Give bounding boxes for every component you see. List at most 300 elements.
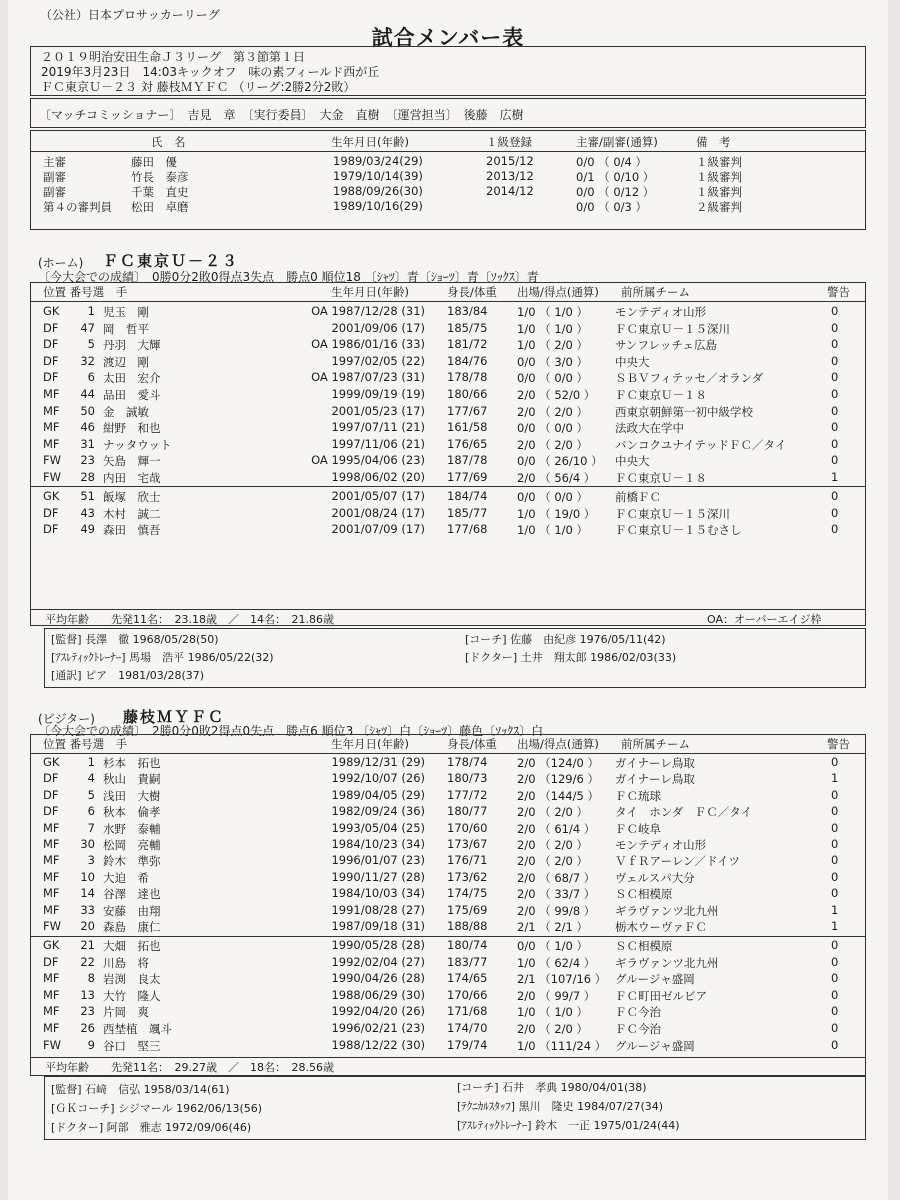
player-warnings: 0 xyxy=(831,787,839,802)
home-team-name: ＦＣ東京Ｕ－２３ xyxy=(103,252,240,270)
player-position: DF xyxy=(43,337,59,352)
player-position: FW xyxy=(43,1037,61,1052)
page-title: 試合メンバー表 xyxy=(371,26,525,50)
player-position: GK xyxy=(43,489,60,503)
player-height-weight: 173/62 xyxy=(447,869,488,884)
player-name: 水野 泰輔 xyxy=(103,821,161,836)
player-previous-club: ＦＣ東京Ｕ－１５深川 xyxy=(615,506,730,521)
player-birth: 1997/07/11 (21) xyxy=(331,420,425,435)
player-row xyxy=(31,821,865,838)
player-previous-club: ガイナーレ鳥取 xyxy=(615,756,695,770)
player-position: MF xyxy=(43,869,60,884)
player-row xyxy=(31,304,865,321)
player-number: 9 xyxy=(87,1037,95,1052)
header-previous-club: 前所属チーム xyxy=(621,737,690,751)
home-roster-box xyxy=(30,282,866,626)
player-row xyxy=(31,506,865,523)
player-warnings: 0 xyxy=(831,353,839,368)
referee-registration: 2013/12 xyxy=(486,169,534,183)
header-birth: 生年月日(年齢) xyxy=(331,737,409,751)
player-birth: 2001/08/24 (17) xyxy=(331,505,425,520)
player-row xyxy=(31,837,865,854)
player-warnings: 0 xyxy=(831,954,839,969)
match-competition: ２０１９明治安田生命Ｊ３リーグ 第３節第１日 xyxy=(41,50,306,64)
player-number: 23 xyxy=(80,453,95,468)
player-number: 33 xyxy=(80,902,95,917)
player-previous-club: ＦＣ東京Ｕ－１５深川 xyxy=(615,321,730,336)
player-appearances: 1/0 （ 19/0 ） xyxy=(517,506,596,521)
player-number: 6 xyxy=(87,370,95,385)
referee-role: 第４の審判員 xyxy=(43,200,112,214)
player-row xyxy=(31,354,865,371)
player-name: 岩渕 良太 xyxy=(103,972,161,987)
player-name: 松岡 亮輔 xyxy=(103,838,161,852)
player-warnings: 0 xyxy=(831,337,839,352)
player-previous-club: 中央大 xyxy=(615,354,650,369)
player-appearances: 2/0 （ 99/7 ） xyxy=(517,988,596,1003)
player-birth: 1998/06/02 (20) xyxy=(331,470,425,484)
player-position: MF xyxy=(43,436,60,451)
player-height-weight: 184/76 xyxy=(447,353,488,368)
player-birth: 1988/06/29 (30) xyxy=(331,987,425,1002)
player-position: DF xyxy=(43,954,59,969)
player-height-weight: 178/74 xyxy=(447,755,488,769)
player-row xyxy=(31,470,865,487)
player-appearances: 2/1 （107/16 ） xyxy=(517,972,607,987)
player-position: MF xyxy=(43,902,60,917)
referee-registration: 2015/12 xyxy=(486,154,534,168)
officials-line: 〔マッチコミッショナー〕 吉見 章 〔実行委員〕 大金 直樹 〔運営担当〕 後藤 広樹 xyxy=(39,108,524,122)
player-position: MF xyxy=(43,971,60,986)
player-birth: 1997/02/05 (22) xyxy=(331,353,425,368)
player-appearances: 2/0 （ 2/0 ） xyxy=(517,838,588,852)
referee-note: ２級審判 xyxy=(696,200,742,214)
player-birth: 1992/10/07 (26) xyxy=(331,771,425,786)
home-avg-rule xyxy=(31,609,865,610)
player-name: 矢島 輝一 xyxy=(103,454,161,469)
ref-h-birth: 生年月日(年齢) xyxy=(331,135,409,149)
player-position: MF xyxy=(43,403,60,418)
player-number: 14 xyxy=(80,886,95,901)
staff-entry: [ドクター] 土井 翔太郎 1986/02/03(33) xyxy=(465,651,677,664)
player-birth: 1996/01/07 (23) xyxy=(331,853,425,868)
referee-name: 千葉 直史 xyxy=(131,185,189,199)
player-name: 大迫 希 xyxy=(103,870,149,885)
player-appearances: 1/0 （111/24 ） xyxy=(517,1038,607,1053)
player-name: 鈴木 準弥 xyxy=(103,854,161,869)
player-birth: OA 1986/01/16 (33) xyxy=(311,337,425,352)
player-row xyxy=(31,453,865,470)
player-appearances: 2/0 （144/5 ） xyxy=(517,788,599,803)
player-appearances: 2/1 （ 2/1 ） xyxy=(517,920,588,934)
player-birth: 1988/12/22 (30) xyxy=(331,1037,425,1052)
player-previous-club: サンフレッチェ広島 xyxy=(615,338,718,353)
player-height-weight: 183/77 xyxy=(447,954,488,969)
staff-entry: [ドクター] 阿部 雅志 1972/09/06(46) xyxy=(51,1121,252,1134)
player-row xyxy=(31,1004,865,1021)
player-position: FW xyxy=(43,470,61,484)
player-height-weight: 173/67 xyxy=(447,837,488,851)
player-previous-club: ＳＣ相模原 xyxy=(615,939,673,953)
player-position: MF xyxy=(43,853,60,868)
player-name: ナッタウット xyxy=(103,437,172,452)
referee-name: 松田 卓磨 xyxy=(131,200,189,214)
player-position: MF xyxy=(43,387,60,401)
player-number: 43 xyxy=(80,505,95,520)
referee-note: １級審判 xyxy=(696,170,742,184)
player-height-weight: 176/71 xyxy=(447,853,488,868)
player-number: 3 xyxy=(87,853,95,868)
player-previous-club: ＳＢＶフィテッセ／オランダ xyxy=(615,371,764,386)
player-height-weight: 179/74 xyxy=(447,1037,488,1052)
player-name: 児玉 剛 xyxy=(103,305,149,319)
player-warnings: 0 xyxy=(831,755,839,769)
player-appearances: 0/0 （ 3/0 ） xyxy=(517,354,588,369)
player-name: 岡 哲平 xyxy=(103,321,149,336)
player-appearances: 1/0 （ 62/4 ） xyxy=(517,955,596,970)
staff-entry: [ｱｽﾚﾃｨｯｸﾄﾚｰﾅｰ] 馬場 浩平 1986/05/22(32) xyxy=(51,651,274,664)
referee-row xyxy=(31,199,865,216)
player-warnings: 1 xyxy=(831,919,839,933)
player-birth: 1989/04/05 (29) xyxy=(331,787,425,802)
player-previous-club: ＦＣ今治 xyxy=(615,1005,661,1020)
player-name: 大畑 拓也 xyxy=(103,939,161,953)
ref-h-reg: １級登録 xyxy=(486,135,532,149)
player-warnings: 0 xyxy=(831,489,839,503)
player-position: GK xyxy=(43,304,60,318)
player-height-weight: 183/84 xyxy=(447,304,488,318)
player-name: 森島 康仁 xyxy=(103,920,161,934)
player-row xyxy=(31,437,865,454)
player-warnings: 0 xyxy=(831,320,839,335)
referee-role: 副審 xyxy=(43,185,66,199)
player-number: 30 xyxy=(80,837,95,851)
player-height-weight: 161/58 xyxy=(447,420,488,435)
staff-entry: [ﾃｸﾆｶﾙｽﾀｯﾌ] 黒川 隆史 1984/07/27(34) xyxy=(457,1100,664,1113)
player-height-weight: 171/68 xyxy=(447,1004,488,1019)
player-birth: 1984/10/23 (34) xyxy=(331,837,425,851)
away-record: 〔今大会での成績〕 2勝0分0敗2得点0失点 勝点6 順位3 〔ｼｬﾂ〕白〔ｼｮｰﾂ〕藤色〔ｿｯｸｽ〕白 xyxy=(38,724,544,738)
player-name: 木村 誠二 xyxy=(103,506,161,521)
player-appearances: 2/0 （ 68/7 ） xyxy=(517,870,596,885)
player-name: 杉本 拓也 xyxy=(103,756,161,770)
player-row xyxy=(31,788,865,805)
player-previous-club: ＦＣ岐阜 xyxy=(615,821,661,836)
player-row xyxy=(31,404,865,421)
home-subs-rule xyxy=(31,486,865,487)
header-warnings: 警告 xyxy=(827,737,850,751)
player-appearances: 2/0 （ 2/0 ） xyxy=(517,437,588,452)
player-previous-club: 西東京朝鮮第一初中級学校 xyxy=(615,404,753,419)
player-name: 浅田 大樹 xyxy=(103,788,161,803)
home-record: 〔今大会での成績〕 0勝0分2敗0得点3失点 勝点0 順位18 〔ｼｬﾂ〕青〔ｼｮｰﾂ〕青〔ｿｯｸｽ〕青 xyxy=(38,270,539,284)
player-appearances: 0/0 （ 0/0 ） xyxy=(517,421,588,436)
player-previous-club: ＦＣ琉球 xyxy=(615,788,661,803)
player-number: 51 xyxy=(80,489,95,503)
header-birth: 生年月日(年齢) xyxy=(331,285,409,299)
home-header-rule xyxy=(31,301,865,302)
away-team-name: 藤枝ＭＹＦＣ xyxy=(123,708,226,726)
player-position: MF xyxy=(43,1021,60,1035)
player-height-weight: 177/67 xyxy=(447,403,488,418)
home-roster-header xyxy=(31,284,865,301)
player-number: 50 xyxy=(80,403,95,418)
player-position: DF xyxy=(43,370,59,385)
header-previous-club: 前所属チーム xyxy=(621,285,690,299)
player-position: MF xyxy=(43,420,60,435)
player-previous-club: ヴェルスパ大分 xyxy=(615,870,695,885)
player-appearances: 2/0 （ 2/0 ） xyxy=(517,854,588,869)
ref-h-name: 氏 名 xyxy=(151,135,186,149)
player-name: 渡辺 剛 xyxy=(103,354,149,369)
away-header-rule xyxy=(31,753,865,754)
referee-header-rule xyxy=(31,151,865,152)
ref-h-count: 主審/副審(通算) xyxy=(576,135,658,149)
player-appearances: 1/0 （ 1/0 ） xyxy=(517,523,588,538)
player-birth: 1990/11/27 (28) xyxy=(331,869,425,884)
player-birth: 1997/11/06 (21) xyxy=(331,436,425,451)
player-warnings: 0 xyxy=(831,522,839,537)
player-birth: 1990/05/28 (28) xyxy=(331,938,425,952)
player-height-weight: 181/72 xyxy=(447,337,488,352)
player-previous-club: 栃木ウーヴァＦＣ xyxy=(615,920,707,934)
player-position: MF xyxy=(43,987,60,1002)
away-subs-rule xyxy=(31,936,865,937)
player-birth: 1990/04/26 (28) xyxy=(331,971,425,986)
player-number: 5 xyxy=(87,337,95,352)
home-label: (ホーム) xyxy=(38,256,84,270)
referee-birth: 1979/10/14(39) xyxy=(333,169,423,183)
player-appearances: 0/0 （ 26/10 ） xyxy=(517,454,603,469)
player-warnings: 0 xyxy=(831,820,839,835)
player-appearances: 1/0 （ 2/0 ） xyxy=(517,338,588,353)
player-height-weight: 185/75 xyxy=(447,320,488,335)
player-birth: 1989/12/31 (29) xyxy=(331,755,425,769)
player-name: 太田 宏介 xyxy=(103,371,161,386)
player-birth: 2001/05/07 (17) xyxy=(331,489,425,503)
player-name: 秋本 倫孝 xyxy=(103,805,161,820)
referee-count: 0/0 （ 0/3 ） xyxy=(576,200,647,214)
away-label: (ビジター) xyxy=(38,712,95,726)
player-previous-club: ＦＣ東京Ｕ－１５むさし xyxy=(615,523,742,538)
player-appearances: 1/0 （ 1/0 ） xyxy=(517,1005,588,1020)
player-warnings: 0 xyxy=(831,420,839,435)
ref-h-note: 備 考 xyxy=(696,135,731,149)
player-previous-club: グルージャ盛岡 xyxy=(615,972,695,987)
player-previous-club: ＦＣ今治 xyxy=(615,1022,661,1036)
player-birth: 2001/07/09 (17) xyxy=(331,522,425,537)
header-appearances: 出場/得点(通算) xyxy=(517,285,599,299)
player-height-weight: 170/66 xyxy=(447,987,488,1002)
player-position: FW xyxy=(43,919,61,933)
player-height-weight: 170/60 xyxy=(447,820,488,835)
player-birth: OA 1987/07/23 (31) xyxy=(311,370,425,385)
player-row xyxy=(31,870,865,887)
player-row xyxy=(31,771,865,788)
player-number: 6 xyxy=(87,804,95,819)
player-height-weight: 174/65 xyxy=(447,971,488,986)
player-row xyxy=(31,971,865,988)
staff-entry: [コーチ] 佐藤 由紀彦 1976/05/11(42) xyxy=(465,633,666,646)
away-roster-box xyxy=(30,734,866,1076)
player-name: 安藤 由翔 xyxy=(103,903,161,918)
player-number: 44 xyxy=(80,387,95,401)
player-height-weight: 180/73 xyxy=(447,771,488,786)
header-warnings: 警告 xyxy=(827,285,850,299)
player-name: 谷口 堅三 xyxy=(103,1038,161,1053)
player-birth: 1992/04/20 (26) xyxy=(331,1004,425,1019)
player-number: 8 xyxy=(87,971,95,986)
member-sheet xyxy=(8,0,888,1200)
player-name: 内田 宅哉 xyxy=(103,471,161,485)
player-previous-club: ＦＣ町田ゼルビア xyxy=(615,988,707,1003)
player-appearances: 2/0 （ 33/7 ） xyxy=(517,887,596,902)
player-position: MF xyxy=(43,837,60,851)
home-staff-box xyxy=(44,628,866,688)
referee-name: 竹長 泰彦 xyxy=(131,170,189,184)
referee-header xyxy=(31,134,865,151)
player-warnings: 0 xyxy=(831,971,839,986)
player-row xyxy=(31,387,865,404)
officials-box xyxy=(30,98,866,128)
player-position: DF xyxy=(43,320,59,335)
player-appearances: 2/0 （ 52/0 ） xyxy=(517,388,596,402)
match-teams: ＦＣ東京Ｕ－２３ 対 藤枝ＭＹＦＣ （リーグ:2勝2分2敗） xyxy=(41,80,356,94)
player-name: 大竹 隆人 xyxy=(103,988,161,1003)
match-info-box xyxy=(30,46,866,96)
player-previous-club: ギラヴァンツ北九州 xyxy=(615,955,719,970)
player-position: GK xyxy=(43,755,60,769)
player-previous-club: ＳＣ相模原 xyxy=(615,887,673,902)
player-previous-club: モンテディオ山形 xyxy=(615,838,707,852)
player-position: MF xyxy=(43,1004,60,1019)
staff-entry: [ｱｽﾚﾃｨｯｸﾄﾚｰﾅｰ] 鈴木 一正 1975/01/24(44) xyxy=(457,1119,680,1132)
player-birth: 1982/09/24 (36) xyxy=(331,804,425,819)
player-appearances: 2/0 （ 2/0 ） xyxy=(517,805,588,820)
player-number: 1 xyxy=(87,755,95,769)
player-warnings: 1 xyxy=(831,771,839,786)
referee-count: 0/0 （ 0/12 ） xyxy=(576,185,655,199)
player-row xyxy=(31,804,865,821)
player-height-weight: 177/69 xyxy=(447,470,488,484)
player-number: 5 xyxy=(87,787,95,802)
away-average-age: 平均年齢 先発11名： 29.27歳 ／ 18名： 28.56歳 xyxy=(45,1061,334,1074)
player-number: 28 xyxy=(80,470,95,484)
player-birth: 1993/05/04 (25) xyxy=(331,820,425,835)
player-previous-club: ＶｆＲアーレン／ドイツ xyxy=(615,854,741,869)
header-height-weight: 身長/体重 xyxy=(447,737,497,751)
player-previous-club: グルージャ盛岡 xyxy=(615,1038,695,1053)
staff-entry: [コーチ] 石井 孝典 1980/04/01(38) xyxy=(457,1081,647,1094)
player-appearances: 0/0 （ 0/0 ） xyxy=(517,490,588,504)
player-height-weight: 180/66 xyxy=(447,387,488,401)
player-name: 片岡 爽 xyxy=(103,1005,149,1020)
staff-entry: [監督] 石﨑 信弘 1958/03/14(61) xyxy=(51,1083,230,1096)
player-warnings: 0 xyxy=(831,1004,839,1019)
player-position: DF xyxy=(43,771,59,786)
header-height-weight: 身長/体重 xyxy=(447,285,497,299)
away-staff-box xyxy=(44,1076,866,1140)
player-height-weight: 180/77 xyxy=(447,804,488,819)
player-appearances: 2/0 （ 61/4 ） xyxy=(517,821,596,836)
player-warnings: 0 xyxy=(831,837,839,851)
player-previous-club: ＦＣ東京Ｕ－１８ xyxy=(615,471,707,485)
player-name: 川島 将 xyxy=(103,955,149,970)
player-row xyxy=(31,919,865,936)
referee-registration: 2014/12 xyxy=(486,184,534,198)
player-position: DF xyxy=(43,522,59,537)
match-datetime: 2019年3月23日 14:03キックオフ 味の素フィールド西が丘 xyxy=(41,65,380,79)
player-name: 飯塚 欣士 xyxy=(103,490,161,504)
player-height-weight: 185/77 xyxy=(447,505,488,520)
player-previous-club: タイ ホンダ ＦＣ／タイ xyxy=(615,805,753,820)
player-appearances: 2/0 （ 2/0 ） xyxy=(517,1022,588,1036)
player-row xyxy=(31,903,865,920)
referee-birth: 1989/03/24(29) xyxy=(333,154,423,168)
player-number: 26 xyxy=(80,1021,95,1035)
player-row xyxy=(31,886,865,903)
player-height-weight: 178/78 xyxy=(447,370,488,385)
referee-birth: 1988/09/26(30) xyxy=(333,184,423,198)
header-position: 位置 番号選 手 xyxy=(43,737,128,751)
player-height-weight: 175/69 xyxy=(447,902,488,917)
player-warnings: 0 xyxy=(831,804,839,819)
player-number: 23 xyxy=(80,1004,95,1019)
referee-count: 0/0 （ 0/4 ） xyxy=(576,155,647,169)
player-previous-club: 中央大 xyxy=(615,454,650,469)
player-warnings: 0 xyxy=(831,304,839,318)
player-name: 西埜植 颯斗 xyxy=(103,1022,172,1036)
player-name: 紺野 和也 xyxy=(103,421,161,436)
referee-role: 副審 xyxy=(43,170,66,184)
player-row xyxy=(31,522,865,539)
player-row xyxy=(31,1038,865,1055)
player-warnings: 0 xyxy=(831,1037,839,1052)
player-appearances: 1/0 （ 1/0 ） xyxy=(517,321,588,336)
player-number: 4 xyxy=(87,771,95,786)
player-appearances: 1/0 （ 1/0 ） xyxy=(517,305,588,319)
player-height-weight: 174/75 xyxy=(447,886,488,901)
player-warnings: 0 xyxy=(831,1021,839,1035)
referee-note: １級審判 xyxy=(696,185,742,199)
player-number: 1 xyxy=(87,304,95,318)
player-birth: 1991/08/28 (27) xyxy=(331,902,425,917)
player-name: 丹羽 大輝 xyxy=(103,338,161,353)
player-warnings: 0 xyxy=(831,370,839,385)
player-warnings: 0 xyxy=(831,453,839,468)
referee-name: 藤田 優 xyxy=(131,155,177,169)
staff-entry: [監督] 長澤 徹 1968/05/28(50) xyxy=(51,633,219,646)
player-appearances: 0/0 （ 1/0 ） xyxy=(517,939,588,953)
player-name: 金 誠敏 xyxy=(103,404,149,419)
player-number: 46 xyxy=(80,420,95,435)
player-height-weight: 177/72 xyxy=(447,787,488,802)
player-row xyxy=(31,955,865,972)
player-position: DF xyxy=(43,505,59,520)
player-position: DF xyxy=(43,804,59,819)
player-position: DF xyxy=(43,353,59,368)
referee-note: １級審判 xyxy=(696,155,742,169)
player-previous-club: バンコクユナイテッドＦＣ／タイ xyxy=(615,437,787,452)
referee-box xyxy=(30,130,866,230)
player-warnings: 0 xyxy=(831,853,839,868)
player-warnings: 1 xyxy=(831,470,839,484)
player-number: 13 xyxy=(80,987,95,1002)
player-number: 21 xyxy=(80,938,95,952)
referee-role: 主審 xyxy=(43,155,66,169)
player-previous-club: ギラヴァンツ北九州 xyxy=(615,903,719,918)
player-position: GK xyxy=(43,938,60,952)
